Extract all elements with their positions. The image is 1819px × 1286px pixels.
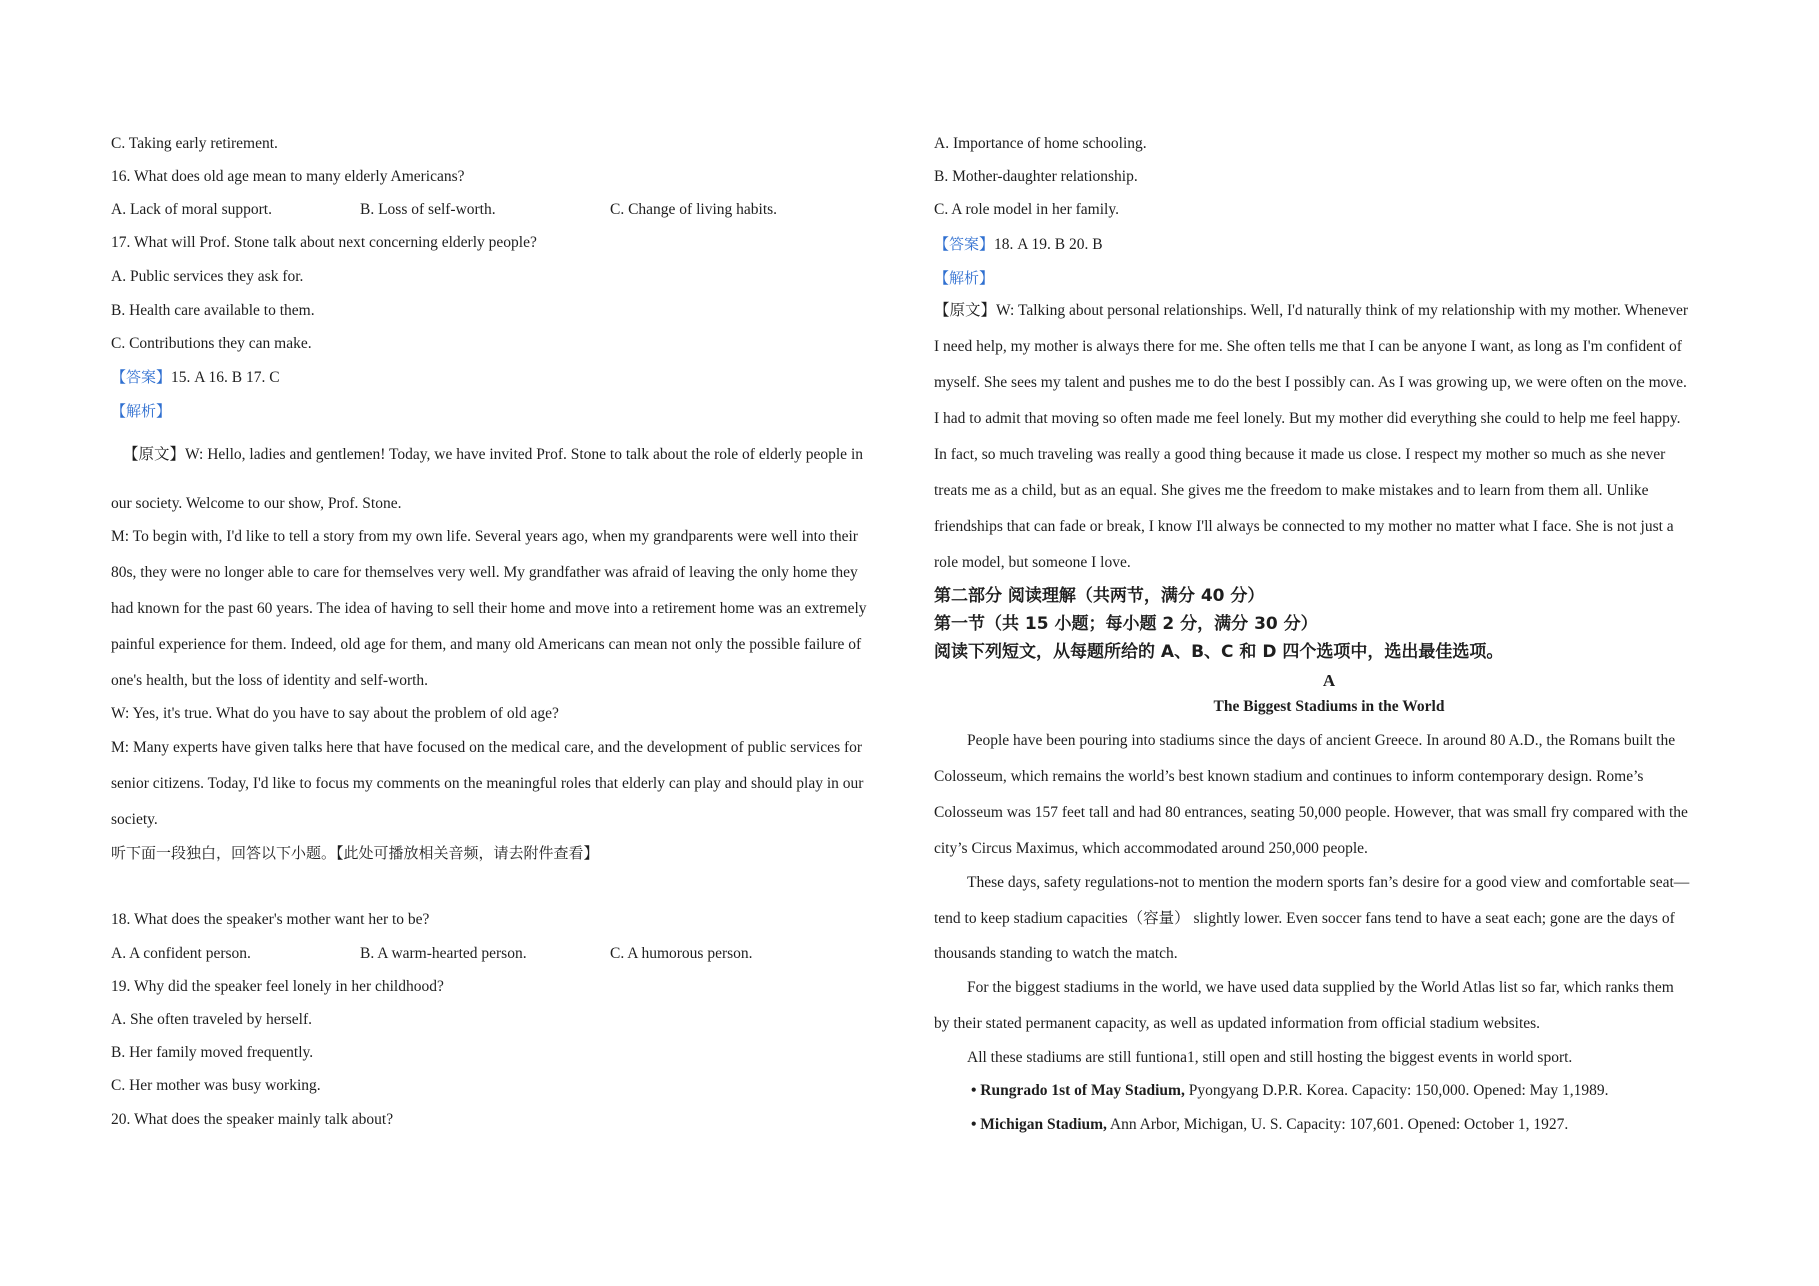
transcript-line: W: Yes, it's true. What do you have to say about the problem of old age? <box>111 705 559 722</box>
option-18b: B. A warm-hearted person. <box>360 945 527 962</box>
option-19a: A. She often traveled by herself. <box>111 1011 313 1028</box>
section-one-heading: 第一节（共 15 小题；每小题 2 分，满分 30 分） <box>934 614 1318 634</box>
passage-line: For the biggest stadiums in the world, we have used data supplied by the World Atlas list so far, which ranks them <box>967 979 1674 996</box>
stadium-bullet <box>971 1115 1568 1135</box>
question-16: 16. What does old age mean to many elderly Americans? <box>111 168 465 185</box>
transcript-line: 【原文】W: Hello, ladies and gentlemen! Today, we have invited Prof. Stone to talk about the role of elderly people in <box>123 446 863 463</box>
stadium-details: Pyongyang D.P.R. Korea. Capacity: 150,000. Opened: May 1,1989. <box>1184 1082 1609 1099</box>
passage-line: These days, safety regulations-not to mention the modern sports fan’s desire for a good view and comfortable seat— <box>967 874 1690 891</box>
option-17a: A. Public services they ask for. <box>111 268 304 285</box>
transcript-line: In fact, so much traveling was really a good thing because it made us close. I respect my mother so much as she never <box>934 446 1666 463</box>
stadium-details: Ann Arbor, Michigan, U. S. Capacity: 107,601. Opened: October 1, 1927. <box>1106 1116 1569 1133</box>
option-16c: C. Change of living habits. <box>610 201 778 218</box>
option-17c: C. Contributions they can make. <box>111 335 312 352</box>
transcript-line: friendships that can fade or break, I know I'll always be connected to my mother no matter what I face. She is not just a <box>934 518 1674 535</box>
passage-letter: A <box>1322 671 1336 690</box>
option-19b: B. Her family moved frequently. <box>111 1044 314 1061</box>
answer-text: 15. A 16. B 17. C <box>171 369 280 386</box>
transcript-line: role model, but someone I love. <box>934 554 1131 571</box>
transcript-line: our society. Welcome to our show, Prof. Stone. <box>111 495 402 512</box>
answer-text: 18. A 19. B 20. B <box>994 236 1103 253</box>
answer-line <box>934 234 1103 255</box>
option-18a: A. A confident person. <box>111 945 251 962</box>
option-16b: B. Loss of self-worth. <box>360 201 496 218</box>
transcript-line: society. <box>111 811 158 828</box>
option-20b: B. Mother-daughter relationship. <box>934 168 1138 185</box>
reading-directions: 阅读下列短文，从每题所给的 A、B、C 和 D 四个选项中，选出最佳选项。 <box>934 642 1504 662</box>
passage-line: by their stated permanent capacity, as well as updated information from official stadium websites. <box>934 1015 1541 1032</box>
stadium-name: • Michigan Stadium, <box>971 1116 1107 1133</box>
question-18: 18. What does the speaker's mother want her to be? <box>111 911 430 928</box>
transcript-line: M: Many experts have given talks here that have focused on the medical care, and the development of public services for <box>111 739 863 756</box>
transcript-line: senior citizens. Today, I'd like to focus my comments on the meaningful roles that elderly can play and should play in our <box>111 775 864 792</box>
transcript-line: M: To begin with, I'd like to tell a story from my own life. Several years ago, when my grandparents were well into their <box>111 528 858 545</box>
transcript-line: treats me as a child, but as an equal. She gives me the freedom to make mistakes and to learn from them all. Unlike <box>934 482 1649 499</box>
passage-line: tend to keep stadium capacities（容量） slightly lower. Even soccer fans tend to have a seat each; gone are the days of <box>934 910 1675 927</box>
passage-title: The Biggest Stadiums in the World <box>1213 698 1445 715</box>
stadium-bullet <box>971 1081 1608 1101</box>
option-16a: A. Lack of moral support. <box>111 201 272 218</box>
analysis-tag: 【解析】 <box>934 269 995 287</box>
passage-line: People have been pouring into stadiums since the days of ancient Greece. In around 80 A.D., the Romans built the <box>967 732 1676 749</box>
answer-tag: 【答案】 <box>111 368 172 386</box>
passage-line: All these stadiums are still funtiona1, still open and still hosting the biggest events in world sport. <box>967 1049 1573 1066</box>
answer-tag: 【答案】 <box>934 235 995 253</box>
passage-line: city’s Circus Maximus, which accommodated around 250,000 people. <box>934 840 1368 857</box>
transcript-line: 80s, they were no longer able to care for themselves very well. My grandfather was afraid of leaving the only home they <box>111 564 858 581</box>
option-19c: C. Her mother was busy working. <box>111 1077 321 1094</box>
transcript-line: 【原文】W: Talking about personal relationships. Well, I'd naturally think of my relationship with my mother. Whenever <box>934 302 1689 319</box>
option-18c: C. A humorous person. <box>610 945 753 962</box>
stadium-name: • Rungrado 1st of May Stadium, <box>971 1082 1185 1099</box>
passage-line: Colosseum, which remains the world’s best known stadium and continues to inform contemporary design. Rome’s <box>934 768 1644 785</box>
transcript-line: myself. She sees my talent and pushes me to do the best I possibly can. As I was growing up, we were often on the move. <box>934 374 1687 391</box>
listening-instruction: 听下面一段独白，回答以下小题。【此处可播放相关音频，请去附件查看】 <box>111 844 599 862</box>
transcript-line: I had to admit that moving so often made me feel lonely. But my mother did everything she could to help me feel happy. <box>934 410 1681 427</box>
option-17b: B. Health care available to them. <box>111 302 315 319</box>
transcript-line: I need help, my mother is always there for me. She often tells me that I can be anyone I want, as long as I'm confident of <box>934 338 1682 355</box>
answer-line <box>111 367 280 388</box>
question-20: 20. What does the speaker mainly talk about? <box>111 1111 394 1128</box>
question-17: 17. What will Prof. Stone talk about next concerning elderly people? <box>111 234 537 251</box>
option-20a: A. Importance of home schooling. <box>934 135 1147 152</box>
transcript-line: painful experience for them. Indeed, old age for them, and many old Americans can mean not only the possible failure of <box>111 636 862 653</box>
analysis-tag: 【解析】 <box>111 402 172 420</box>
transcript-line: one's health, but the loss of identity and self-worth. <box>111 672 429 689</box>
part-two-heading: 第二部分 阅读理解（共两节，满分 40 分） <box>934 586 1265 606</box>
transcript-line: had known for the past 60 years. The idea of having to sell their home and move into a retirement home was an extremely <box>111 600 867 617</box>
option-15c: C. Taking early retirement. <box>111 135 278 152</box>
option-20c: C. A role model in her family. <box>934 201 1119 218</box>
question-19: 19. Why did the speaker feel lonely in her childhood? <box>111 978 444 995</box>
passage-line: thousands standing to watch the match. <box>934 945 1178 962</box>
passage-line: Colosseum was 157 feet tall and had 80 entrances, seating 50,000 people. However, that was small fry compared with the <box>934 804 1688 821</box>
